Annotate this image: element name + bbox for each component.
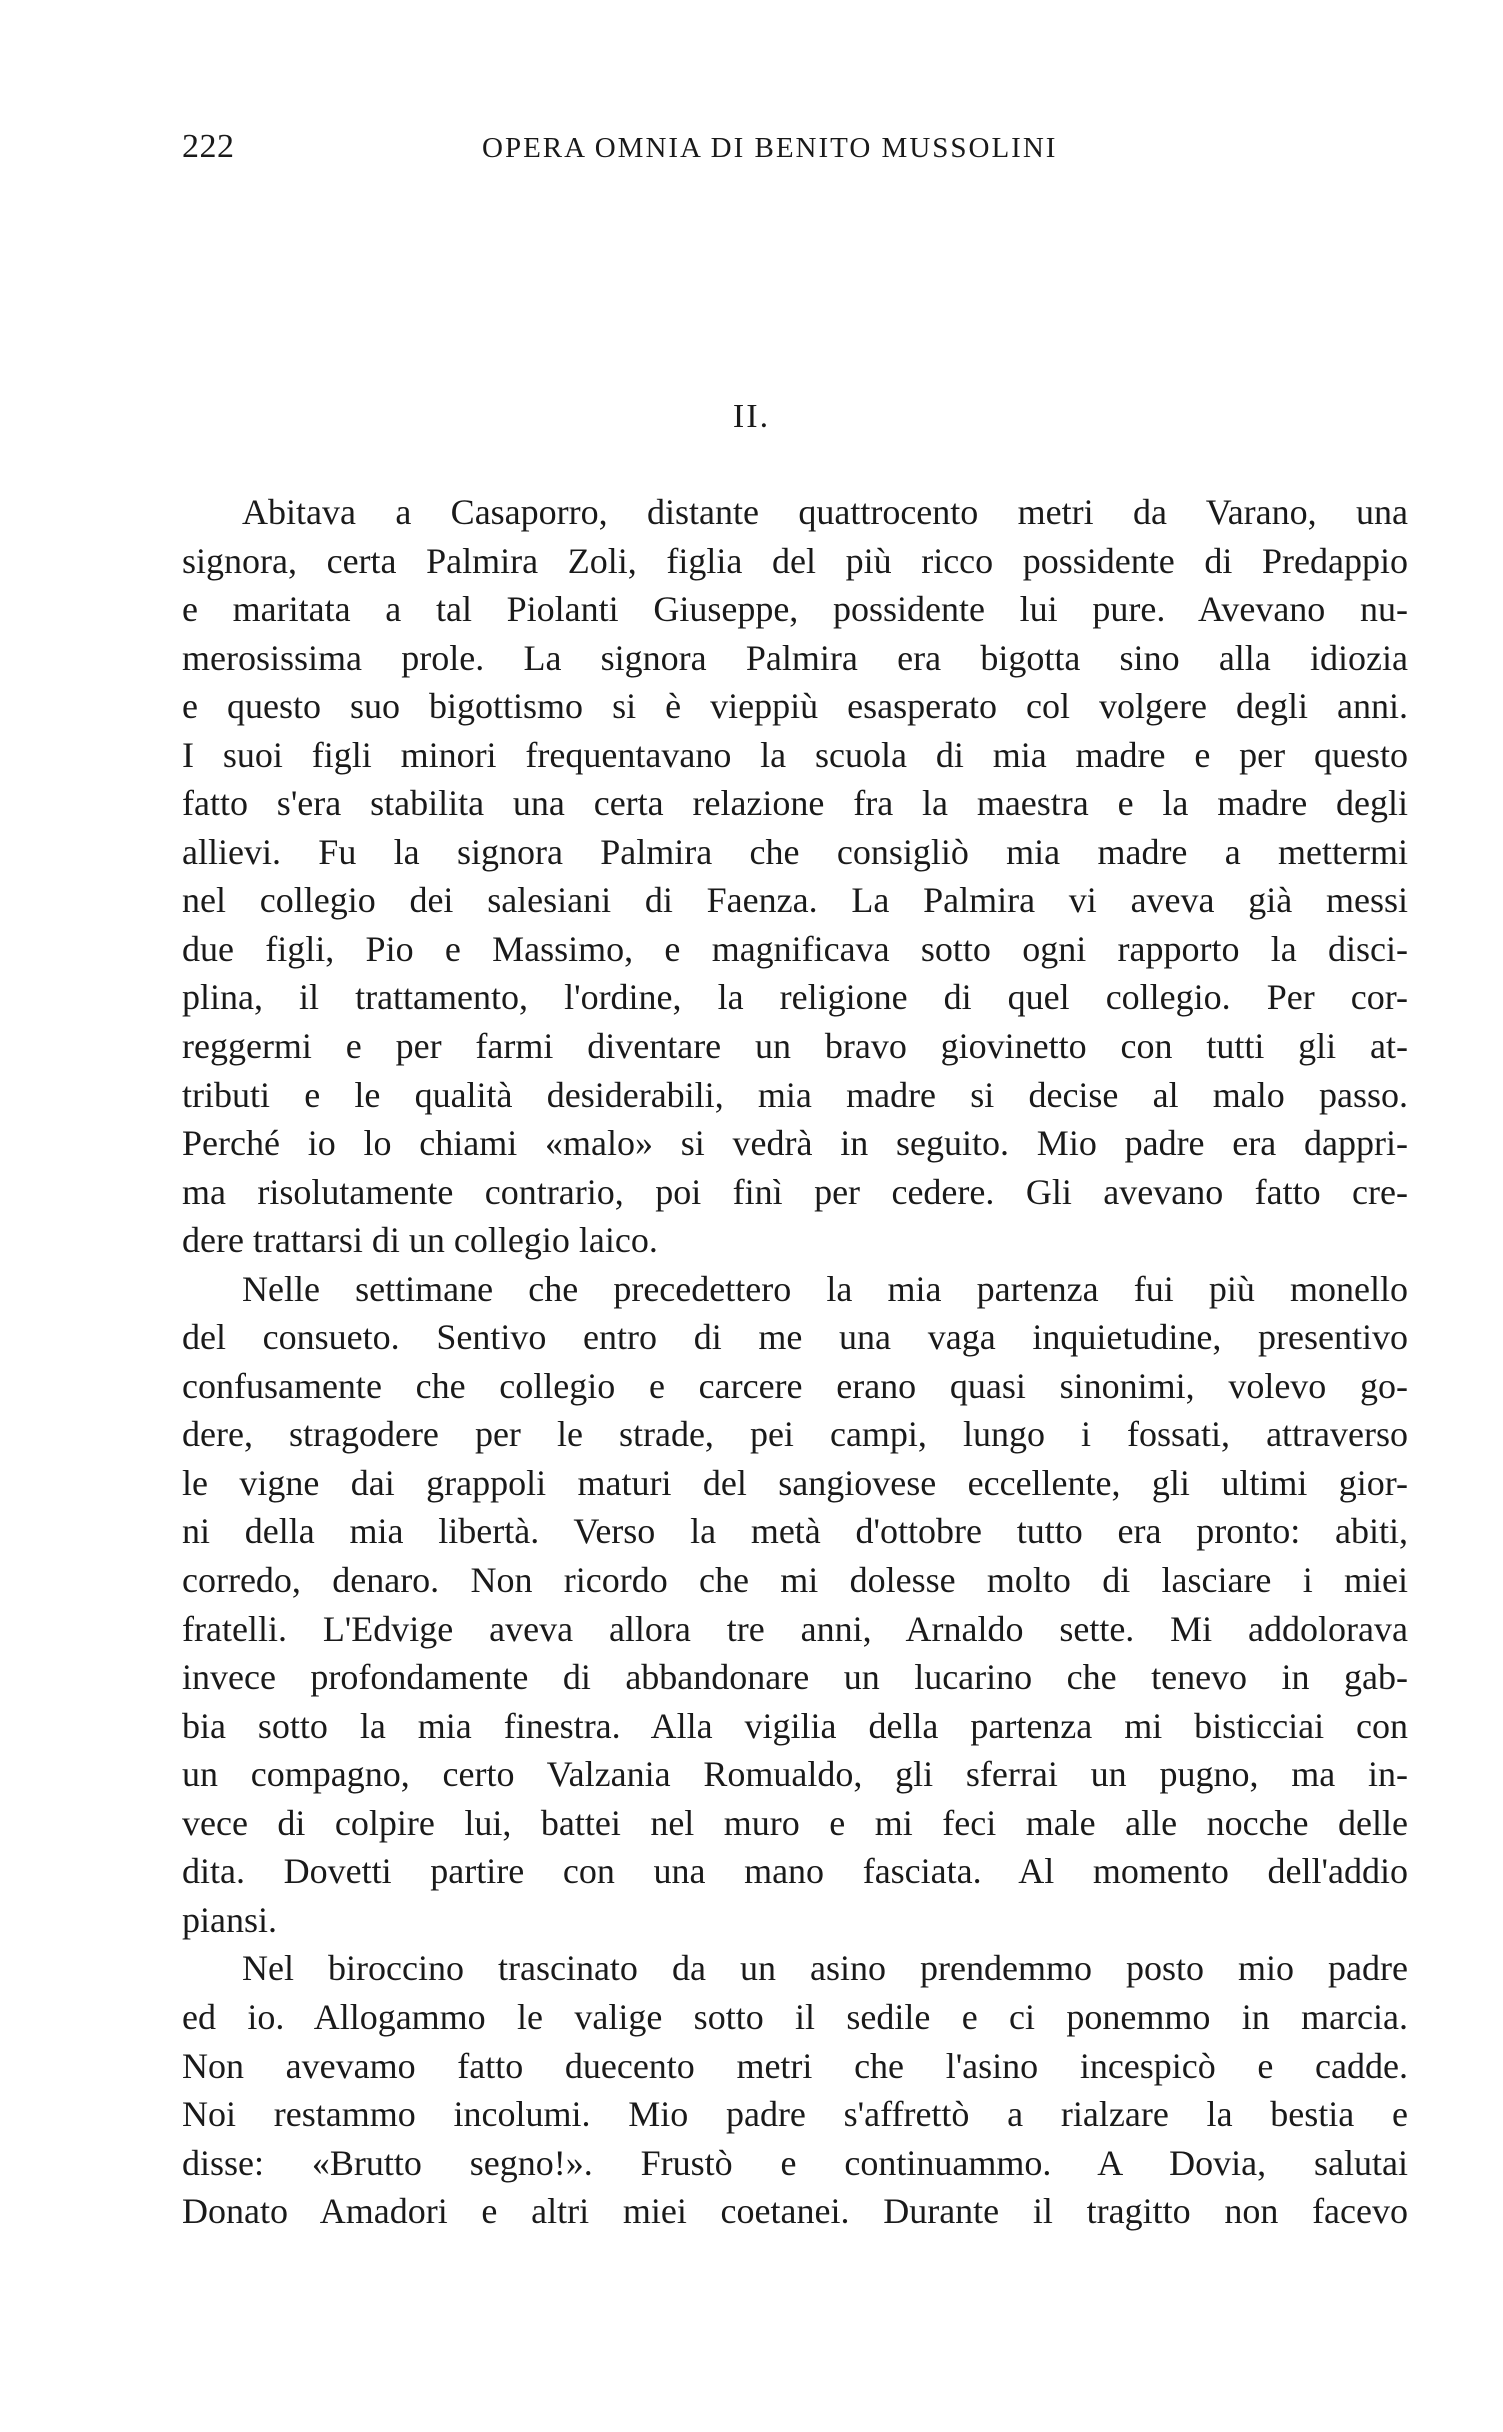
text-line: vece di colpire lui, battei nel muro e mi feci male alle nocche delle [182,1802,1408,1843]
text-line: reggermi e per farmi diventare un bravo giovinetto con tutti gli at- [182,1026,1408,1067]
text-line: fratelli. L'Edvige aveva allora tre anni, Arnaldo sette. Mi addolorava [182,1608,1408,1649]
text-line: signora, certa Palmira Zoli, figlia del più ricco possidente di Predappio [182,540,1408,581]
section-heading: II. [732,398,771,435]
page-number: 222 [182,128,235,165]
text-line: Perché io lo chiami «malo» si vedrà in seguito. Mio padre era dappri- [182,1123,1408,1164]
text-line: piansi. [182,1899,277,1940]
text-line: e questo suo bigottismo si è vieppiù esasperato col volgere degli anni. [182,686,1408,727]
text-line: nel collegio dei salesiani di Faenza. La Palmira vi aveva già messi [182,880,1408,921]
text-line: e maritata a tal Piolanti Giuseppe, possidente lui pure. Avevano nu- [182,589,1408,630]
text-line: ni della mia libertà. Verso la metà d'ottobre tutto era pronto: abiti, [182,1511,1408,1552]
text-line: Noi restammo incolumi. Mio padre s'affrettò a rialzare la bestia e [182,2094,1408,2135]
text-line: Nelle settimane che precedettero la mia partenza fui più monello [242,1268,1408,1309]
text-line: I suoi figli minori frequentavano la scuola di mia madre e per questo [182,734,1408,775]
text-line: allievi. Fu la signora Palmira che consigliò mia madre a mettermi [182,831,1408,872]
text-line: un compagno, certo Valzania Romualdo, gli sferrai un pugno, ma in- [182,1754,1408,1795]
text-line: dere, stragodere per le strade, pei campi, lungo i fossati, attraverso [182,1414,1408,1455]
text-line: corredo, denaro. Non ricordo che mi dolesse molto di lasciare i miei [182,1560,1408,1601]
text-line: dere trattarsi di un collegio laico. [182,1220,658,1261]
text-line: del consueto. Sentivo entro di me una vaga inquietudine, presentivo [182,1317,1408,1358]
text-line: bia sotto la mia finestra. Alla vigilia della partenza mi bisticciai con [182,1705,1408,1746]
text-line: ed io. Allogammo le valige sotto il sedile e ci ponemmo in marcia. [182,1996,1408,2037]
text-line: Donato Amadori e altri miei coetanei. Durante il tragitto non facevo [182,2191,1408,2232]
text-line: confusamente che collegio e carcere erano quasi sinonimi, volevo go- [182,1365,1408,1406]
text-line: tributi e le qualità desiderabili, mia madre si decise al malo passo. [182,1074,1408,1115]
text-line: le vigne dai grappoli maturi del sangiovese eccellente, gli ultimi gior- [182,1462,1408,1503]
text-line: plina, il trattamento, l'ordine, la religione di quel collegio. Per cor- [182,977,1408,1018]
text-line: dita. Dovetti partire con una mano fasciata. Al momento dell'addio [182,1851,1408,1892]
text-line: ma risolutamente contrario, poi finì per cedere. Gli avevano fatto cre- [182,1171,1408,1212]
text-line: invece profondamente di abbandonare un lucarino che tenevo in gab- [182,1657,1408,1698]
text-line: Nel biroccino trascinato da un asino prendemmo posto mio padre [242,1948,1408,1989]
text-line: due figli, Pio e Massimo, e magnificava sotto ogni rapporto la disci- [182,928,1408,969]
running-head: OPERA OMNIA DI BENITO MUSSOLINI [482,132,1058,164]
text-line: fatto s'era stabilita una certa relazione fra la maestra e la madre degli [182,783,1408,824]
text-line: Non avevamo fatto duecento metri che l'asino incespicò e cadde. [182,2045,1408,2086]
page-header [182,128,1402,178]
text-line: disse: «Brutto segno!». Frustò e continuammo. A Dovia, salutai [182,2142,1408,2183]
text-line: Abitava a Casaporro, distante quattrocento metri da Varano, una [242,492,1408,532]
text-line: merosissima prole. La signora Palmira era bigotta sino alla idiozia [182,637,1408,678]
body-text [182,488,1408,2236]
